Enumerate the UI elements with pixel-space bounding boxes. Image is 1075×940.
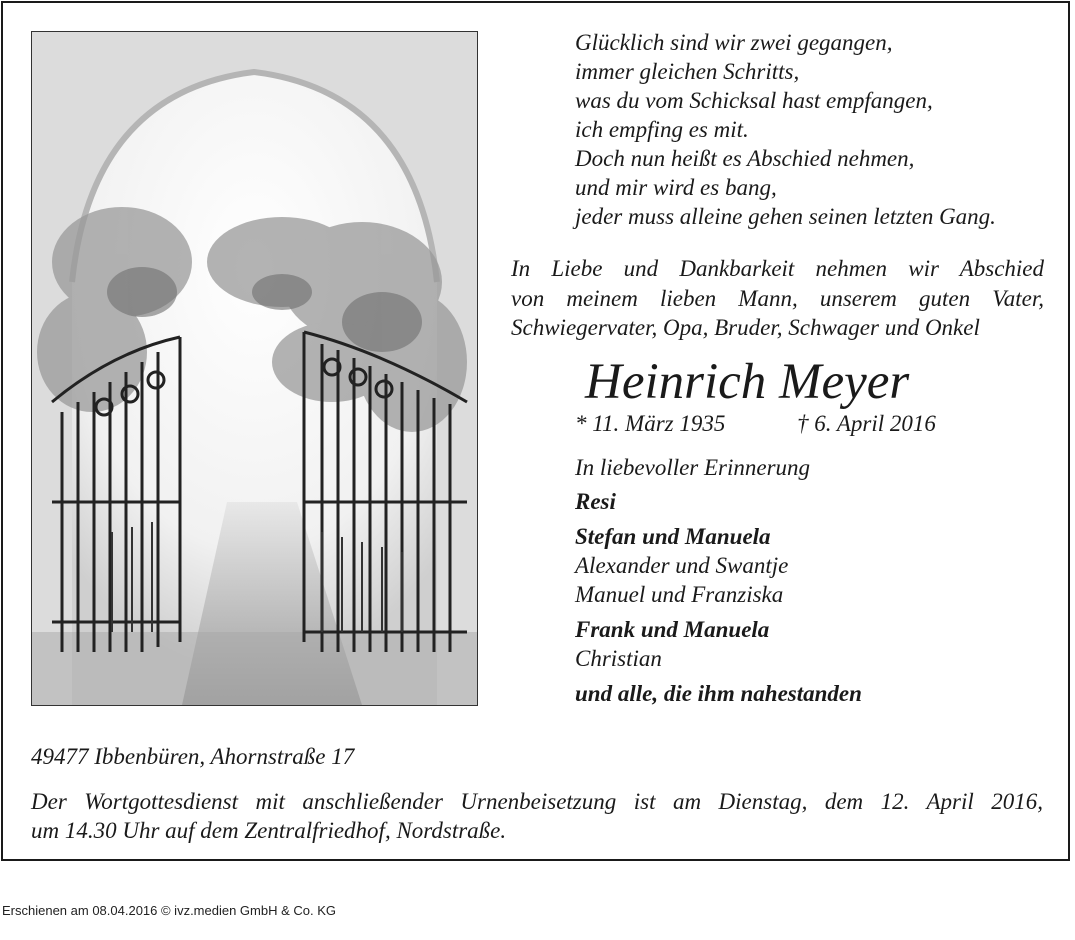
birth-date: * 11. März 1935: [575, 411, 726, 436]
death-date: † 6. April 2016: [797, 411, 936, 436]
garden-gate-image: [31, 31, 478, 706]
funeral-service-notice: [31, 787, 1043, 845]
poem-line: Doch nun heißt es Abschied nehmen,: [575, 146, 915, 171]
service-line: Der Wortgottesdienst mit anschließender Urnenbeisetzung ist am Dienstag, dem 12. April 2016,: [31, 789, 1043, 814]
farewell-intro: [511, 254, 1044, 343]
intro-line: In Liebe und Dankbarkeit nehmen wir Abschied: [511, 256, 1044, 281]
mourner-entry: Resi: [575, 489, 616, 514]
mourners-list: [575, 453, 862, 708]
poem-line: und mir wird es bang,: [575, 175, 777, 200]
service-line: um 14.30 Uhr auf dem Zentralfriedhof, Nordstraße.: [31, 818, 507, 843]
mourner-entry: und alle, die ihm nahestanden: [575, 681, 862, 706]
mourner-entry: Frank und Manuela: [575, 617, 770, 642]
publication-footer: Erschienen am 08.04.2016 © ivz.medien GmbH & Co. KG: [2, 903, 337, 918]
poem-line: jeder muss alleine gehen seinen letzten Gang.: [575, 204, 996, 229]
poem-line: was du vom Schicksal hast empfangen,: [575, 88, 933, 113]
memorial-heading: In liebevoller Erinnerung: [575, 455, 811, 480]
intro-line: Schwiegervater, Opa, Bruder, Schwager und Onkel: [511, 315, 980, 340]
poem-line: immer gleichen Schritts,: [575, 59, 800, 84]
life-dates: [575, 409, 936, 439]
poem-line: ich empfing es mit.: [575, 117, 749, 142]
mourner-entry: Stefan und Manuela: [575, 524, 771, 549]
garden-gate-illustration: [32, 32, 477, 705]
poem-line: Glücklich sind wir zwei gegangen,: [575, 30, 893, 55]
mourner-entry: Christian: [575, 646, 662, 671]
family-address: 49477 Ibbenbüren, Ahornstraße 17: [31, 744, 355, 769]
intro-line: von meinem lieben Mann, unserem guten Vater,: [511, 285, 1044, 311]
poem: [575, 28, 996, 231]
deceased-name: Heinrich Meyer: [585, 354, 910, 410]
mourner-entry: Alexander und Swantje: [575, 553, 789, 578]
mourner-entry: Manuel und Franziska: [575, 582, 784, 607]
